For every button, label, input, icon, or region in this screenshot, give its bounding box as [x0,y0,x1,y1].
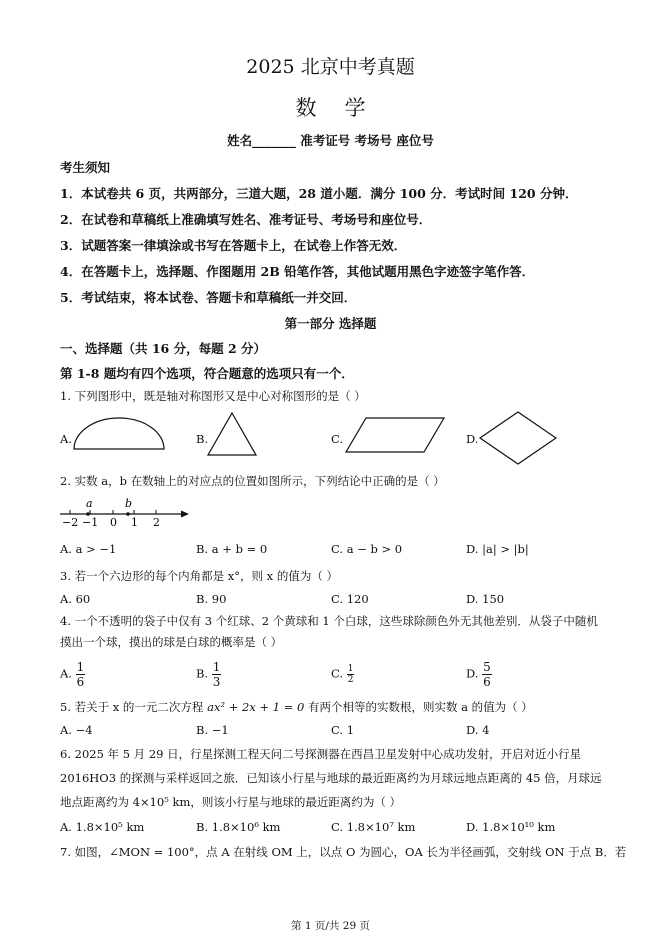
q5-option-a: A. −4 [60,723,93,737]
option-label: D. [466,666,479,681]
q1-stem: 1. 下列图形中，既是轴对称图形又是中心对称图形的是（ ） [60,389,366,403]
section-instruction: 第 1-8 题均有四个选项，符合题意的选项只有一个． [60,366,354,381]
q6-option-a: A. 1.8×10⁵ km [60,820,145,834]
q4-option-a [60,660,85,689]
option-label: B. [196,666,209,681]
fraction: $\frac{1}{3}$ [212,660,221,689]
option-label: C. [331,666,344,681]
notice-item-3: 3．试题答案一律填涂或书写在答题卡上，在试卷上作答无效． [60,238,407,253]
q5-option-d: D. 4 [466,723,490,737]
point-a-label: a [86,497,93,510]
q1-parallelogram-figure [344,416,446,454]
q1-option-c-label: C. [331,432,344,446]
q1-triangle-figure [206,411,258,457]
q4-option-c [331,664,354,685]
q6-option-c: C. 1.8×10⁷ km [331,820,416,834]
q5-option-b: B. −1 [196,723,229,737]
q3-option-b: B. 90 [196,592,227,606]
q4-stem-line1: 4. 一个不透明的袋子中仅有 3 个红球、2 个黄球和 1 个白球，这些球除颜色外无其他差别．从袋子中随机 [60,614,598,628]
fraction: $\frac{1}{6}$ [76,660,85,689]
fraction: $\frac{5}{6}$ [483,660,491,689]
notice-item-5: 5．考试结束，将本试卷、答题卡和草稿纸一并交回． [60,290,357,305]
q6-line1: 6. 2025 年 5 月 29 日，行星探测工程天问二号探测器在西昌卫星发射中心成功发射，开启对近小行星 [60,747,582,761]
q2-option-d: D. |a| > |b| [466,542,529,556]
notice-heading: 考生须知 [60,160,111,175]
q1-rhombus-figure [478,410,558,466]
q4-option-b [196,660,221,689]
point-b-label: b [125,497,133,510]
part1-title: 第一部分 选择题 [284,316,377,331]
q1-option-b-label: B. [196,432,209,446]
q5-stem-post: 有两个相等的实数根，则实数 a 的值为（ ） [307,700,533,714]
notice-item-1: 1．本试卷共 6 页，共两部分，三道大题，28 道小题．满分 100 分．考试时间 120 分钟． [60,186,578,201]
tick-label: −2 [62,516,79,529]
tick-label: 2 [153,516,160,529]
q6-line2: 2016HO3 的探测与采样返回之旅．已知该小行星与地球的最近距离约为月球远地点距离的 45 倍，月球远 [60,771,602,785]
q2-stem: 2. 实数 a，b 在数轴上的对应点的位置如图所示，下列结论中正确的是（ ） [60,474,445,488]
notice-item-2: 2．在试卷和草稿纸上准确填写姓名、准考证号、考场号和座位号． [60,212,432,227]
page-footer: 第 1 页/共 29 页 [291,920,370,932]
candidate-info-line: 姓名_______ 准考证号 考场号 座位号 [227,133,434,148]
fraction: $\frac{1}{2}$ [347,664,354,685]
tick-label: 0 [110,516,117,529]
q6-option-b: B. 1.8×10⁶ km [196,820,281,834]
tick-label: −1 [82,516,99,529]
option-label: A. [60,666,72,681]
exam-title: 2025 北京中考真题 [246,56,415,78]
q3-option-a: A. 60 [60,592,91,606]
q5-stem [60,699,533,715]
q1-semicircle-figure [72,415,166,451]
q3-stem: 3. 若一个六边形的每个内角都是 x°，则 x 的值为（ ） [60,569,338,583]
q5-stem-pre: 5. 若关于 x 的一元二次方程 [60,700,204,714]
notice-item-4: 4．在答题卡上，选择题、作图题用 2B 铅笔作答，其他试题用黑色字迹签字笔作答． [60,264,535,279]
q7-line1: 7. 如图，∠MON = 100°，点 A 在射线 OM 上，以点 O 为圆心，OA 长为半径画弧，交射线 ON 于点 B．若 [60,845,627,859]
q6-line3: 地点距离约为 4×10⁵ km，则该小行星与地球的最近距离约为（ ） [60,795,402,809]
q5-equation: ax² + 2x + 1 = 0 [207,700,305,714]
q5-option-c: C. 1 [331,723,355,737]
q1-option-d-label: D. [466,432,479,446]
q4-option-d [466,660,492,689]
section-heading: 一、选择题（共 16 分，每题 2 分） [60,341,267,356]
q1-option-a-label: A. [60,432,72,446]
q3-option-d: D. 150 [466,592,505,606]
tick-label: 1 [131,516,138,529]
q4-stem-line2: 摸出一个球，摸出的球是白球的概率是（ ） [60,635,283,649]
q2-option-c: C. a − b > 0 [331,542,403,556]
q2-option-b: B. a + b = 0 [196,542,268,556]
q2-option-a: A. a > −1 [60,542,117,556]
q2-number-line [58,494,192,530]
q6-option-d: D. 1.8×10¹⁰ km [466,820,556,834]
q3-option-c: C. 120 [331,592,369,606]
subject-title: 数学 [295,96,394,120]
